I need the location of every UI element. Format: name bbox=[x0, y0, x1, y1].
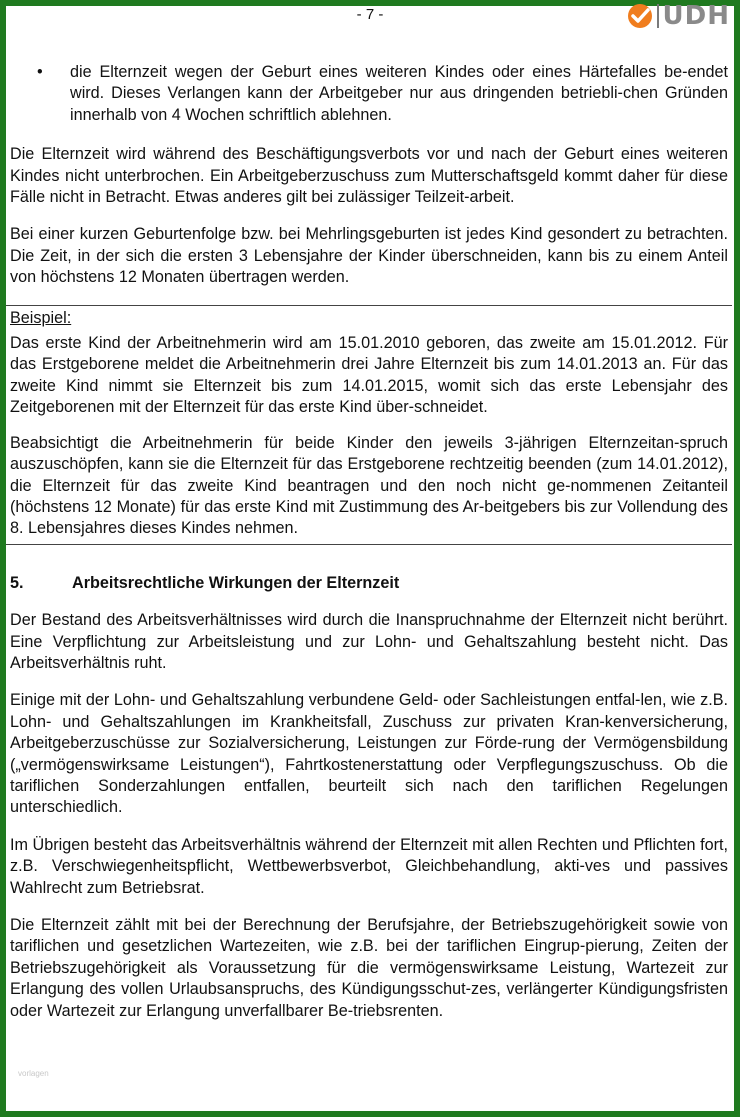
logo-separator bbox=[657, 4, 659, 28]
udh-logo bbox=[627, 1, 730, 31]
section-paragraph-4: Die Elternzeit zählt mit bei der Berechnung der Berufsjahre, der Betriebszugehörigkeit sowie von tariflichen und gesetzlichen Wartezeiten, wie z.B. bei der tariflichen Eingrup-pierung, Zeiten der Betriebszugehörigkeit als Voraussetzung für die vermögenswirksame Leistung, Wartezeit zur Erlangung des vollen Urlaubsanspruchs, des Kündigungsschut-zes, verlängerter Kündigungsfristen oder Wartezeit zur Erlangung unverfallbarer Be-triebsrenten. bbox=[10, 916, 728, 1020]
document-body bbox=[10, 62, 728, 1038]
example-paragraph-1: Das erste Kind der Arbeitnehmerin wird am 15.01.2010 geboren, das zweite am 15.01.2012. Für das Erstgeborene meldet die Arbeitnehmerin drei Jahre Elternzeit bis zum 14.01.2013 an. Für das zweite Kind nimmt sie Elternzeit bis zum 14.01.2015, womit sich das erste Lebensjahr des Zeitgeborenen mit der Elternzeit für das erste Kind über-schneidet. bbox=[10, 334, 728, 417]
section-paragraph-2: Einige mit der Lohn- und Gehaltszahlung verbundene Geld- oder Sachleistungen entfal-len, wie z.B. Lohn- und Gehaltszahlungen im Krankheitsfall, Zuschuss zur privaten Kran-kenversicherung, Arbeitgeberzuschüsse zur Sozialversicherung, Leistungen zur Förde-rung der Vermögensbildung („vermögenswirksame Leistungen“), Fahrtkostenerstattung oder Verpflegungszuschuss. Ob die tariflichen Sonderzahlungen entfallen, beurteilt sich nach den tariflichen Regelungen unterschiedlich. bbox=[10, 691, 728, 817]
example-paragraph-2: Beabsichtigt die Arbeitnehmerin für beide Kinder den jeweils 3-jährigen Elternzeitan-spruch auszuschöpfen, kann sie die Elternzeit für das Erstgeborene rechtzeitig beenden (zum 14.01.2012), die Elternzeit für das zweite Kind beantragen und den noch nicht ge-nommenen Zeitanteil (höchstens 12 Monate) für das erste Kind mit Zustimmung des Ar-beitgebers bis zur Vollendung des 8. Lebensjahres dieses Kindes nehmen. bbox=[10, 433, 728, 538]
checkmark-logo-icon bbox=[627, 3, 653, 29]
bullet-text: die Elternzeit wegen der Geburt eines weiteren Kindes oder eines Härtefalles be-endet wird. Dieses Verlangen kann der Arbeitgeber nur aus dringenden betriebli-chen Gründen innerhalb von 4 Wochen schriftlich ablehnen. bbox=[70, 63, 728, 124]
watermark: vorlagen bbox=[18, 1069, 49, 1078]
section-title: Arbeitsrechtliche Wirkungen der Elternzeit bbox=[72, 573, 400, 592]
example-label: Beispiel: bbox=[10, 308, 72, 327]
page-number: - 7 - bbox=[356, 6, 384, 23]
section-paragraph-1: Der Bestand des Arbeitsverhältnisses wird durch die Inanspruchnahme der Elternzeit nicht berührt. Eine Verpflichtung zur Arbeitsleistung und zur Lohn- und Gehaltszahlung besteht nicht. Das Arbeitsverhältnis ruht. bbox=[10, 611, 728, 672]
section-number: 5. bbox=[10, 573, 24, 592]
paragraph-intro-1: Die Elternzeit wird während des Beschäftigungsverbots vor und nach der Geburt eines weiteren Kindes nicht unterbrochen. Ein Arbeitgeberzuschuss zum Mutterschaftsgeld kommt daher für diese Fälle nicht in Betracht. Etwas anderes gilt bei zulässiger Teilzeit-arbeit. bbox=[10, 145, 728, 207]
bullet-item bbox=[10, 62, 728, 126]
example-box bbox=[6, 305, 732, 545]
bullet-symbol: • bbox=[37, 63, 43, 81]
paragraph-intro-2: Bei einer kurzen Geburtenfolge bzw. bei Mehrlingsgeburten ist jedes Kind gesondert zu betrachten. Die Zeit, in der sich die ersten 3 Lebensjahre der Kinder überschneiden, kann bis zu einem Anteil von höchstens 12 Monaten übertragen werden. bbox=[10, 225, 728, 287]
logo-text: UDH bbox=[662, 1, 730, 31]
section-heading bbox=[10, 573, 728, 594]
section-paragraph-3: Im Übrigen besteht das Arbeitsverhältnis während der Elternzeit mit allen Rechten und Pflichten fort, z.B. Verschwiegenheitspflicht, Wettbewerbsverbot, Gleichbehandlung, akti-ves und passives Wahlrecht zum Betriebsrat. bbox=[10, 835, 728, 897]
